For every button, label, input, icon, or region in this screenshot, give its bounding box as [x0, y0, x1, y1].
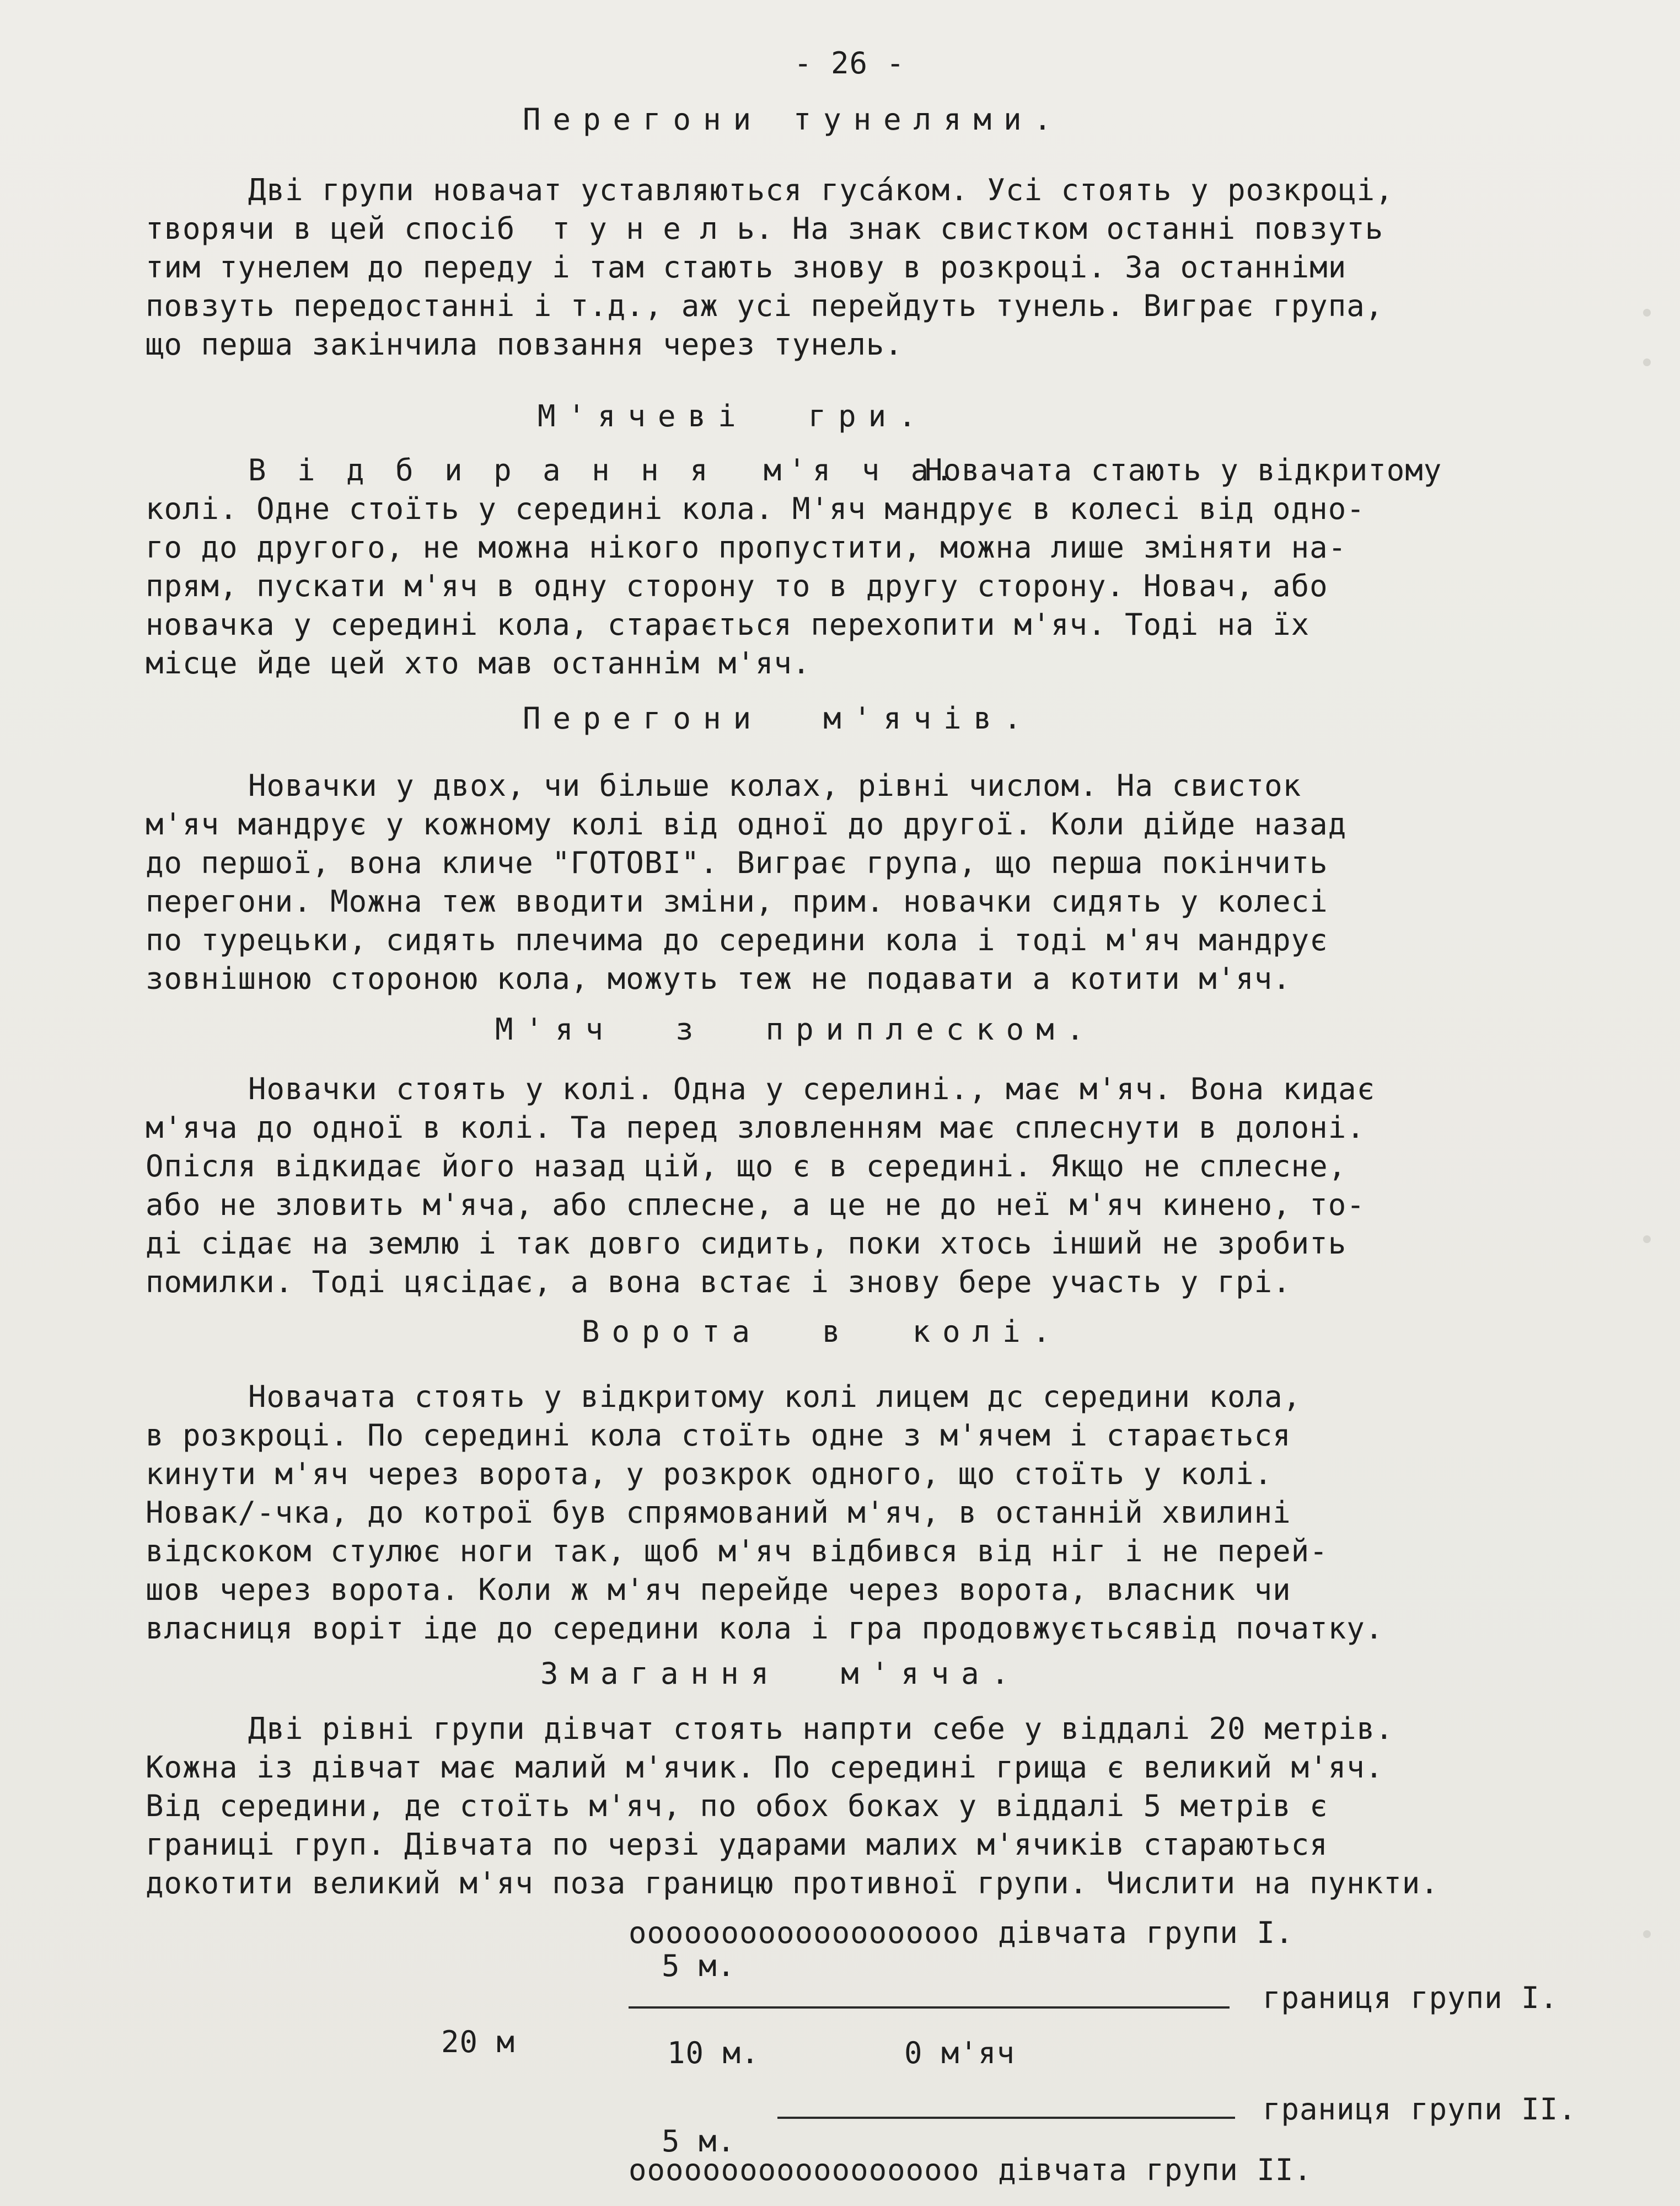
diagram-border2-label: границя групи II.: [1263, 2092, 1577, 2127]
paragraph-line: повзуть передостанні і т.д., аж усі перейдуть тунель. Виграє група,: [146, 288, 1384, 323]
section-title-gate: Ворота в колі.: [582, 1314, 1063, 1349]
section-title-ball-competition: Змагання м'яча.: [540, 1656, 1022, 1691]
paragraph-line: кинути м'яч через ворота, у розкрок одного, що стоїть у колі.: [146, 1457, 1273, 1491]
paragraph-line: ді сідає на землю і так довго сидить, поки хтось інший не зробить: [146, 1226, 1347, 1261]
paragraph-line: Опісля відкидає його назад цій, що є в середині. Якщо не сплесне,: [146, 1149, 1347, 1184]
diagram-distance-10m: 10 м.: [667, 2036, 760, 2070]
diagram-distance-5m-top: 5 м.: [662, 1948, 736, 1983]
paragraph-line: творячи в цей спосіб т у н е л ь. На знак свистком останні повзуть: [146, 211, 1384, 246]
paragraph-line: колі. Одне стоїть у середині кола. М'яч мандрує в колесі від одно-: [146, 491, 1365, 526]
paragraph-line: Новачки у двох, чи більше колах, рівні числом. На свисток: [248, 768, 1302, 803]
punch-hole-mark: [1643, 1930, 1651, 1938]
punch-hole-mark: [1643, 309, 1651, 317]
paragraph-line: Дві групи новачат уставляються гусáком. Усі стоять у розкроці,: [248, 173, 1394, 207]
paragraph-line: Від середини, де стоїть м'яч, по обох боках у віддалі 5 метрів є: [146, 1789, 1328, 1823]
diagram-group1-label: ооооооооооооооооооо дівчата групи I.: [629, 1915, 1294, 1950]
section-title-ball-games: М'ячеві гри.: [538, 399, 928, 433]
diagram-border1-label: границя групи I.: [1263, 1980, 1559, 2015]
paragraph-line: тим тунелем до переду і там стають знову в розкроці. За останніми: [146, 250, 1347, 285]
diagram-border-line-1: [629, 2006, 1230, 2009]
section-title-ball-races: Перегони м'ячів.: [523, 701, 1034, 736]
paragraph-line: що перша закінчила повзання через тунель.: [146, 327, 903, 362]
diagram-distance-20m: 20 м: [441, 2025, 516, 2059]
game-name-ball-takeaway: В і д б и р а н н я м'я ч а.: [248, 453, 960, 488]
paragraph-line: го до другого, не можна нікого пропустити, можна лише зміняти на-: [146, 530, 1347, 565]
paragraph-line: зовнішною стороною кола, можуть теж не подавати а котити м'яч.: [146, 961, 1291, 996]
paragraph-line: прям, пускати м'яч в одну сторону то в другу сторону. Новач, або: [146, 569, 1328, 603]
diagram-ball-label: 0 м'яч: [904, 2036, 1016, 2070]
diagram-border-line-2: [777, 2117, 1235, 2119]
paragraph-line: перегони. Можна теж вводити зміни, прим. новачки сидять у колесі: [146, 884, 1328, 919]
paragraph-line: Новак/-чка, до котрої був спрямований м'яч, в останній хвилині: [146, 1495, 1291, 1530]
paragraph-line: докотити великий м'яч поза границю противної групи. Числити на пункти.: [146, 1866, 1439, 1900]
paragraph-line: новачка у середині кола, старається перехопити м'яч. Тоді на їх: [146, 607, 1310, 642]
paragraph-line: Новачки стоять у колі. Одна у серелині., має м'яч. Вона кидає: [248, 1072, 1376, 1106]
paragraph-line: шов через ворота. Коли ж м'яч перейде через ворота, власник чи: [146, 1572, 1291, 1607]
paragraph-line: Дві рівні групи дівчат стоять напрти себе у віддалі 20 метрів.: [248, 1711, 1394, 1746]
paragraph-line: власниця воріт іде до середини кола і гра продовжуєтьсявід початку.: [146, 1611, 1384, 1646]
paragraph-line: відскоком стулює ноги так, щоб м'яч відбився від ніг і не перей-: [146, 1534, 1328, 1568]
paragraph-line: до першої, вона кличе "ГОТОВІ". Виграє група, що перша покінчить: [146, 845, 1328, 880]
paragraph-line: помилки. Тоді цясідає, а вона встає і знову бере участь у грі.: [146, 1265, 1291, 1299]
paragraph-line: м'яча до одної в колі. Та перед зловленням має сплеснути в долоні.: [146, 1110, 1365, 1145]
paragraph-line: Новачата стають у відкритому: [888, 453, 1442, 488]
paragraph-line: Новачата стоять у відкритому колі лицем дс середини кола,: [248, 1379, 1302, 1414]
section-title-clap-ball: М'яч з приплеском.: [495, 1012, 1097, 1047]
paragraph-line: по турецьки, сидять плечима до середини кола і тоді м'яч мандрує: [146, 923, 1328, 957]
paragraph-line: границі груп. Дівчата по черзі ударами малих м'ячиків стараються: [146, 1827, 1328, 1862]
paragraph-line: м'яч мандрує у кожному колі від одної до другої. Коли дійде назад: [146, 807, 1347, 842]
paragraph-line: або не зловить м'яча, або сплесне, а це не до неї м'яч кинено, то-: [146, 1187, 1365, 1222]
section-title-tunnels: Перегони тунелями.: [523, 102, 1064, 137]
diagram-distance-5m-bottom: 5 м.: [662, 2124, 736, 2159]
paragraph-line: в розкроці. По середині кола стоїть одне з м'ячем і старається: [146, 1418, 1291, 1453]
page-number: - 26 -: [794, 46, 905, 81]
punch-hole-mark: [1643, 1235, 1651, 1243]
punch-hole-mark: [1643, 358, 1651, 366]
paragraph-line: Кожна із дівчат має малий м'ячик. По середині грища є великий м'яч.: [146, 1750, 1384, 1785]
diagram-group2-label: ооооооооооооооооооо дівчата групи II.: [629, 2153, 1312, 2187]
paragraph-line: місце йде цей хто мав останнім м'яч.: [146, 646, 811, 681]
